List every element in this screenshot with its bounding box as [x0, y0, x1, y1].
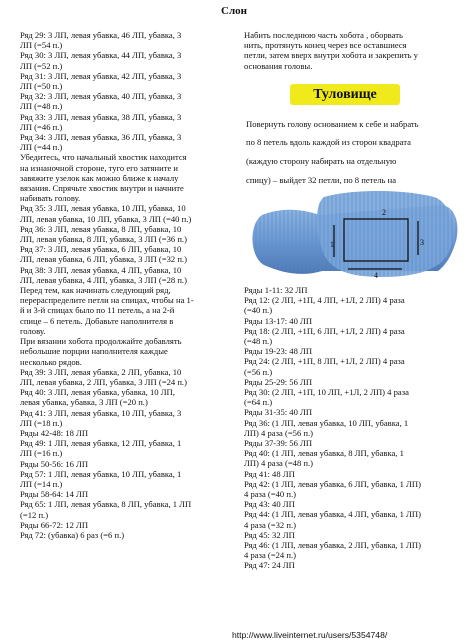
pattern-line: ЛП, левая убавка, 8 ЛП, убавка, 3 ЛП (=36 п.) [20, 234, 187, 245]
left-column [20, 30, 228, 540]
knitting-photo [242, 185, 462, 283]
pattern-line: Ряд 35: 3 ЛП, левая убавка, 10 ЛП, убавка, 10 [20, 203, 186, 214]
head-texture [317, 191, 453, 277]
pattern-line: ЛП (=14 п.) [20, 478, 63, 489]
pattern-line: Ряд 39: 3 ЛП, левая убавка, 2 ЛП, убавка, 10 [20, 366, 182, 377]
pattern-line: Ряд 29: 3 ЛП, левая убавка, 46 ЛП, убавка, 3 [20, 30, 182, 40]
pattern-line: Перед тем, как начинать следующий ряд, [20, 285, 171, 296]
pattern-line: ЛП (=52 п.) [20, 60, 63, 71]
diagram-label-3: 3 [420, 238, 424, 247]
pattern-line: ЛП (=18 п.) [20, 417, 63, 428]
pattern-line: петли, затем вверх внутри хобота и закрепить у [244, 50, 418, 61]
pattern-line: левая убавка, убавка, 3 ЛП (=20 п.) [20, 397, 148, 408]
pattern-line: Ряд 24: (2 ЛП, +1П, 8 ЛП, +1Л, 2 ЛП) 4 раза [244, 356, 405, 367]
pattern-line: Ряд 40: (1 ЛП, левая убавка, 8 ЛП, убавка, 1 [244, 448, 404, 459]
pattern-line: ЛП, левая убавка, 10 ЛП, убавка, 3 ЛП (=40 п.) [20, 213, 192, 224]
pattern-line: Ряд 32: 3 ЛП, левая убавка, 40 ЛП, убавка, 3 [20, 91, 182, 102]
pattern-line: несколько рядов. [20, 356, 82, 367]
pattern-line: небольшие порции наполнителя каждые [20, 346, 168, 357]
pattern-line: перераспределите петли на спицах, чтобы на 1- [20, 295, 194, 306]
pattern-line: ЛП (=44 п.) [20, 142, 63, 153]
pattern-line: ЛП (=48 п.) [20, 101, 63, 112]
pattern-line: Ряд 34: 3 ЛП, левая убавка, 36 ЛП, убавка, 3 [20, 132, 182, 143]
pattern-line: Ряды 19-23: 48 ЛП [244, 346, 313, 357]
intro-line: Повернуть голову основанием к себе и набрать [246, 118, 419, 129]
intro-line: по 8 петель вдоль каждой из сторон квадрата [246, 137, 411, 148]
pattern-line: спице – 6 петель. Добавьте наполнителя в [20, 315, 174, 326]
pattern-line: Убедитесь, что начальный хвостик находится [20, 152, 187, 163]
pattern-line: Ряды 58-64: 14 ЛП [20, 489, 89, 500]
pattern-line: ЛП, левая убавка, 6 ЛП, убавка, 3 ЛП (=32 п.) [20, 254, 187, 265]
pattern-line: Ряд 12: (2 ЛП, +1П, 4 ЛП, +1Л, 2 ЛП) 4 раза [244, 295, 405, 306]
pattern-line: Ряд 36: 3 ЛП, левая убавка, 8 ЛП, убавка, 10 [20, 223, 182, 234]
body-rows-text [244, 285, 460, 571]
pattern-line: 4 раза (=40 п.) [244, 489, 296, 500]
pattern-line: Ряд 44: (1 ЛП, левая убавка, 4 ЛП, убавка, 1 ЛП) [244, 509, 421, 520]
pattern-line: ЛП, левая убавка, 2 ЛП, убавка, 3 ЛП (=24 п.) [20, 376, 187, 387]
pattern-line: ЛП (=54 п.) [20, 40, 63, 51]
pattern-line: ЛП (=16 п.) [20, 448, 63, 459]
pattern-line: Ряд 40: 3 ЛП, левая убавка, убавка, 10 ЛП, [20, 387, 175, 398]
pattern-line: Ряд 38: 3 ЛП, левая убавка, 4 ЛП, убавка, 10 [20, 264, 182, 275]
pattern-line: Ряд 47: 24 ЛП [244, 560, 295, 571]
pattern-line: 4 раза (=32 п.) [244, 519, 296, 530]
pattern-line: Ряды 50-56: 16 ЛП [20, 458, 89, 469]
pattern-line: ЛП, левая убавка, 4 ЛП, убавка, 3 ЛП (=28 п.) [20, 274, 187, 285]
pattern-line: Ряды 42-48: 18 ЛП [20, 427, 89, 438]
diagram-label-1: 1 [330, 240, 334, 249]
intro-line: спицу) – выйдет 32 петли, по 8 петель на [246, 174, 397, 185]
pattern-line: Ряды 13-17: 40 ЛП [244, 315, 313, 326]
diagram-label-4: 4 [374, 271, 378, 280]
pattern-line: й и 3-й спицах было по 11 петель, а на 2-й [20, 305, 175, 316]
pattern-line: Ряд 30: 3 ЛП, левая убавка, 44 ЛП, убавка, 3 [20, 50, 182, 61]
pattern-line: ЛП) 4 раза (=48 п.) [244, 458, 314, 469]
pattern-line: (=48 п.) [244, 336, 273, 347]
pattern-line: Ряд 41: 3 ЛП, левая убавка, 10 ЛП, убавка, 3 [20, 407, 182, 418]
pattern-line: Ряд 43: 40 ЛП [244, 499, 295, 510]
pattern-line: Ряд 37: 3 ЛП, левая убавка, 6 ЛП, убавка, 10 [20, 244, 182, 255]
pattern-line: основания головы. [244, 60, 313, 71]
pattern-line: Ряды 25-29: 56 ЛП [244, 376, 313, 387]
pattern-line: Ряд 46: (1 ЛП, левая убавка, 2 ЛП, убавка, 1 ЛП) [244, 540, 421, 551]
page-footer-url: http://www.liveinternet.ru/users/5354748/ [232, 630, 388, 640]
pattern-line: Ряды 66-72: 12 ЛП [20, 519, 89, 530]
knitting-photo-drawing [242, 185, 462, 283]
pattern-line: Ряд 45: 32 ЛП [244, 529, 295, 540]
pattern-line: При вязании хобота продолжайте добавлять [20, 336, 182, 347]
pattern-line: Ряд 30: (2 ЛП, +1П, 10 ЛП, +1Л, 2 ЛП) 4 раза [244, 387, 409, 398]
pattern-line: (=56 п.) [244, 366, 273, 377]
pattern-line: Ряд 49: 1 ЛП, левая убавка, 12 ЛП, убавка, 1 [20, 438, 182, 449]
pattern-line: вязания. Спрячьте хвостик внутри и начните [20, 183, 184, 194]
pattern-line: ЛП) 4 раза (=56 п.) [244, 427, 314, 438]
pattern-line: на изнаночной стороне, туго его затяните и [20, 162, 179, 173]
pattern-line: ЛП (=46 п.) [20, 121, 63, 132]
pattern-line: ЛП (=50 п.) [20, 81, 63, 92]
pattern-line: Ряд 36: (1 ЛП, левая убавка, 10 ЛП, убавка, 1 [244, 417, 409, 428]
pattern-line: 4 раза (=24 п.) [244, 550, 296, 561]
diagram-label-2: 2 [382, 208, 386, 217]
pattern-line: (=40 п.) [244, 305, 273, 316]
pattern-line: Ряды 1-11: 32 ЛП [244, 285, 308, 295]
pattern-line: нить, протянуть конец через все оставшиеся [244, 40, 407, 51]
pattern-line: Ряды 31-35: 40 ЛП [244, 407, 313, 418]
pattern-line: Ряд 18: (2 ЛП, +1П, 6 ЛП, +1Л, 2 ЛП) 4 раза [244, 325, 405, 336]
trunk-finish-text [244, 30, 460, 71]
pattern-line: Ряды 37-39: 56 ЛП [244, 438, 313, 449]
pattern-line: (=12 п.) [20, 509, 49, 520]
page-title: Слон [221, 5, 247, 17]
pattern-line: Ряд 72: (убавка) 6 раз (=6 п.) [20, 529, 125, 540]
intro-line: (каждую сторону набирать на отдельную [246, 156, 397, 167]
pattern-line: Ряд 33: 3 ЛП, левая убавка, 38 ЛП, убавка, 3 [20, 111, 182, 122]
pattern-line: Набить последнюю часть хобота , оборвать [244, 30, 403, 40]
pattern-line: голову. [20, 325, 46, 336]
pattern-line: Ряд 31: 3 ЛП, левая убавка, 42 ЛП, убавка, 3 [20, 70, 182, 81]
pattern-line: Ряд 42: (1 ЛП, левая убавка, 6 ЛП, убавка, 1 ЛП) [244, 478, 421, 489]
pattern-line: набивать голову. [20, 193, 81, 204]
pattern-line: Ряд 57: 1 ЛП, левая убавка, 10 ЛП, убавка, 1 [20, 468, 182, 479]
pattern-line: завяжите узелок как можно ближе к началу [20, 172, 179, 183]
pattern-line: (=64 п.) [244, 397, 273, 408]
pattern-line: Ряд 65: 1 ЛП, левая убавка, 8 ЛП, убавка, 1 ЛП [20, 499, 192, 510]
pattern-line: Ряд 41: 48 ЛП [244, 468, 295, 479]
section-title-body: Туловище [290, 84, 400, 105]
